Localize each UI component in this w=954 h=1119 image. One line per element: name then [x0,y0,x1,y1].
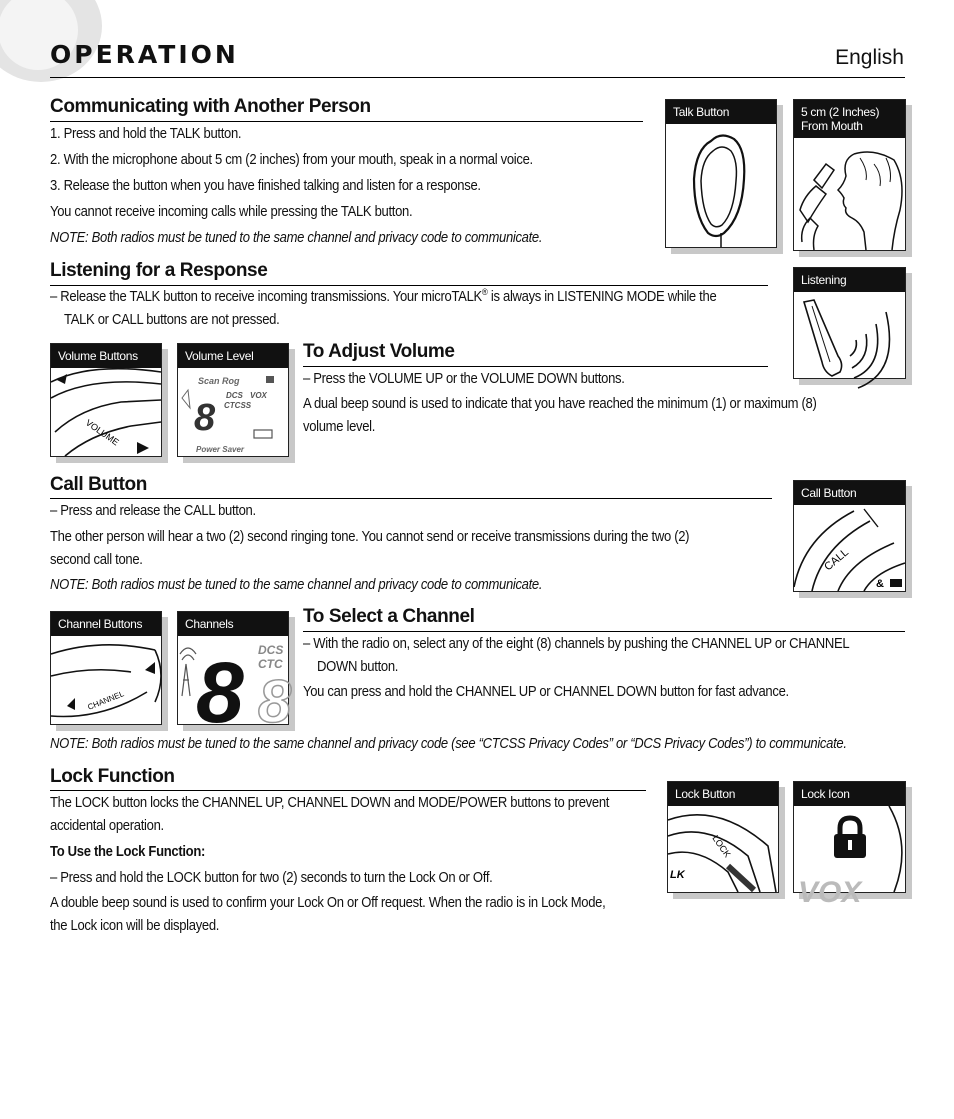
call-line1: – Press and release the CALL button. [50,503,256,519]
figure-volume-buttons [50,343,162,457]
communicating-step1: 1. Press and hold the TALK button. [50,126,242,142]
volume-heading: To Adjust Volume [303,341,455,362]
lock-rule [50,790,646,791]
volume-line3: volume level. [303,419,376,435]
call-line3: second call tone. [50,552,143,568]
channel-label: CHANNEL [86,689,126,712]
communicating-text: You cannot receive incoming calls while pressing the TALK button. [50,204,413,220]
channel-line2: DOWN button. [317,659,399,675]
channel-down-arrow-icon [67,698,75,710]
lock-icon-illustration [794,806,905,909]
figure-lock-button [667,781,779,893]
listening-heading: Listening for a Response [50,260,268,281]
channel-digit-ghost: 8 [258,668,292,735]
figure-volume-level [177,343,289,457]
channel-buttons-illustration [51,636,161,724]
figure-from-mouth [793,99,906,251]
listening-line2: TALK or CALL buttons are not pressed. [64,312,280,328]
call-heading: Call Button [50,474,147,495]
call-label: CALL [822,546,852,574]
call-line2: The other person will hear a two (2) second ringing tone. You cannot send or receive transmissions during the two (2) [50,529,690,545]
lock-heading: Lock Function [50,766,175,787]
figure-caption: Lock Icon [794,782,905,806]
scan-rog-label: Scan Rog [198,376,240,386]
channel-heading: To Select a Channel [303,606,475,627]
volume-buttons-illustration [51,368,161,456]
call-button-illustration [794,507,905,591]
channel-line3: You can press and hold the CHANNEL UP or CHANNEL DOWN button for fast advance. [303,684,789,700]
figure-caption: Channel Buttons [51,612,161,636]
call-note: NOTE: Both radios must be tuned to the same channel and privacy code to communicate. [50,577,543,593]
volume-digit: 8 [194,397,216,439]
figure-caption: Volume Buttons [51,344,161,368]
communicating-step3: 3. Release the button when you have finished talking and listen for a response. [50,178,481,194]
lock-line1: The LOCK button locks the CHANNEL UP, CHANNEL DOWN and MODE/POWER buttons to prevent [50,795,610,811]
channel-digit: 8 [196,645,244,741]
header-rule [50,77,905,78]
dcs-label: DCS [226,391,243,400]
lock-line2: accidental operation. [50,818,164,834]
figure-caption: Listening [794,268,905,292]
vox-label: VOX [250,391,267,400]
lock-line4: A double beep sound is used to confirm your Lock On or Off request. When the radio is in Lock Mode, [50,895,606,911]
figure-caption: Volume Level [178,344,288,368]
caption-line2: From Mouth [801,119,863,133]
lock-line3: – Press and hold the LOCK button for two (2) seconds to turn the Lock On or Off. [50,870,493,886]
figure-caption: Call Button [794,481,905,505]
person-speaking-illustration [794,150,905,250]
call-indicator-block [890,579,902,587]
lock-line5: the Lock icon will be displayed. [50,918,220,934]
ctcss-label: CTCSS [224,401,252,410]
volume-line1: – Press the VOLUME UP or the VOLUME DOWN buttons. [303,371,625,387]
dcs-label: DCS [258,643,284,657]
figure-caption: Channels [178,612,288,636]
volume-line2: A dual beep sound is used to indicate that you have reached the minimum (1) or maximum (8) [303,396,817,412]
figure-caption: Talk Button [666,100,776,124]
lk-label: LK [670,869,685,881]
channel-up-arrow-icon [145,662,155,674]
caption-line1: 5 cm (2 Inches) [801,105,880,119]
channel-line1: – With the radio on, select any of the eight (8) channels by pushing the CHANNEL UP or CHANNEL [303,636,850,652]
vox-label: VOX [798,876,862,909]
lock-label: LOCK [710,833,733,860]
communicating-rule [50,121,643,122]
volume-level-display-illustration [178,368,288,456]
radio-sound-waves-illustration [794,292,905,378]
listening-line1a: – Release the TALK button to receive incoming transmissions. Your microTALK [50,289,482,305]
lock-icon [266,376,274,383]
figure-caption: Lock Button [668,782,778,806]
figure-talk-button [665,99,777,248]
power-saver-label: Power Saver [196,445,245,454]
call-indicator-icon: & [876,578,884,590]
communicating-step2: 2. With the microphone about 5 cm (2 inches) from your mouth, speak in a normal voice. [50,152,533,168]
figure-caption [794,100,905,138]
padlock-icon [834,818,866,858]
volume-rule [303,366,768,367]
volume-label: VOLUME [83,417,121,448]
communicating-heading: Communicating with Another Person [50,96,371,117]
registered-mark: ® [481,287,488,298]
volume-up-arrow-icon [137,442,149,454]
page-title: OPERATION [50,40,239,69]
figure-listening [793,267,906,379]
ctc-label: CTC [258,657,283,671]
figure-lock-icon [793,781,906,909]
channel-rule [303,631,905,632]
listening-line1 [50,286,716,309]
listening-line1b: is always in LISTENING MODE while the [487,289,717,305]
battery-icon [254,430,272,438]
talk-button-illustration [666,129,776,247]
figure-channel-buttons [50,611,162,725]
channels-display-illustration [178,636,292,741]
lock-subheading: To Use the Lock Function: [50,844,206,860]
language-label: English [835,46,904,69]
figure-channels [177,611,292,741]
call-rule [50,498,772,499]
channel-note: NOTE: Both radios must be tuned to the same channel and privacy code (see “CTCSS Privacy Codes” or “DCS Privacy Codes”) to communicate. [50,736,847,752]
lock-button-illustration [668,806,778,892]
communicating-note: NOTE: Both radios must be tuned to the same channel and privacy code to communicate. [50,230,543,246]
figure-call-button [793,480,906,592]
